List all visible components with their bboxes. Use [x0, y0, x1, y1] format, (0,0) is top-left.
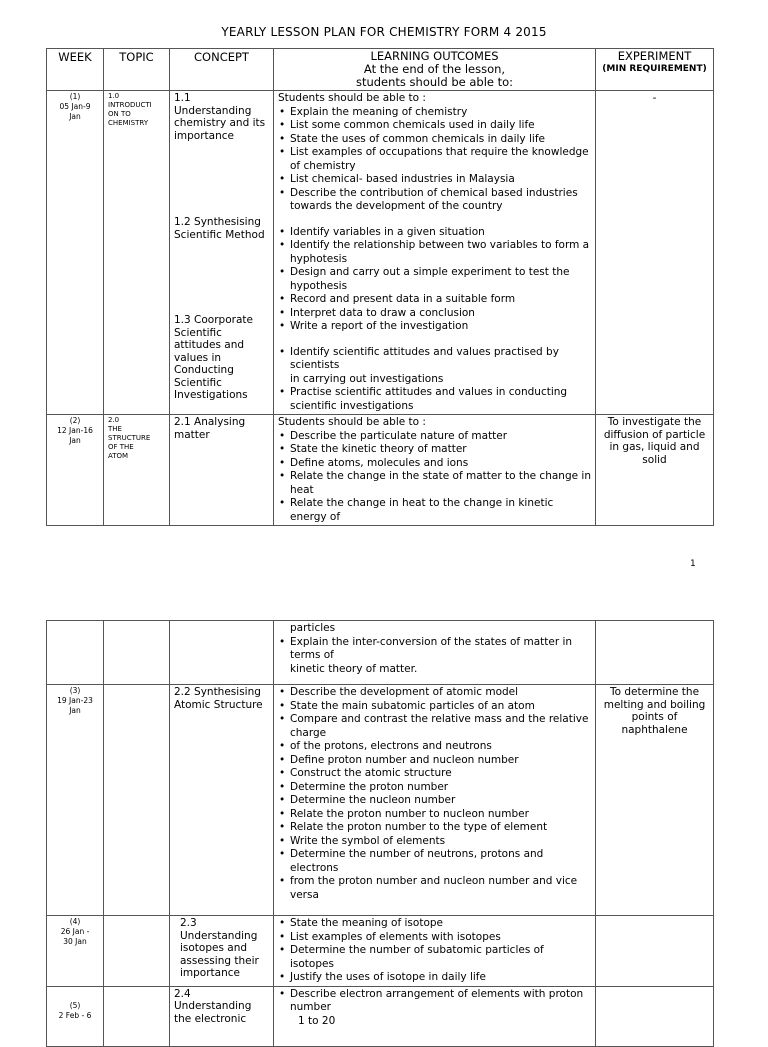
outcome-item: • Identify scientific attitudes and values practised by scientists	[278, 346, 591, 373]
outcomes-3-list	[278, 686, 591, 902]
outcome-item: • from the proton number and nucleon number and vice versa	[278, 875, 591, 902]
page-number: 1	[690, 559, 696, 569]
outcome-item: • Determine the number of neutrons, protons and electrons	[278, 848, 591, 875]
experiment-1-cell: -	[596, 91, 714, 415]
outcomes-1-intro: Students should be able to :	[278, 92, 426, 104]
outcome-item: • Interpret data to draw a conclusion	[278, 307, 591, 321]
outcomes-3-cell	[274, 685, 596, 916]
week-3-cell: (3) 19 Jan-23 Jan	[47, 685, 104, 916]
concept-3-cell: 2.2 Synthesising Atomic Structure	[170, 685, 274, 916]
header-learning-outcomes	[274, 49, 596, 91]
outcome-item: • Relate the change in heat to the change in kinetic energy of	[278, 497, 591, 524]
header-lo-line-2: At the end of the lesson,	[363, 62, 506, 76]
week-3-row	[47, 685, 714, 916]
outcome-item: • Practise scientific attitudes and values in conducting scientific investigations	[278, 386, 591, 413]
outcomes-4-cell	[274, 916, 596, 987]
week-2-cell: (2) 12 Jan-16 Jan	[47, 415, 104, 526]
week-1-cell: (1) 05 Jan-9 Jan	[47, 91, 104, 415]
topic-5-cell	[104, 986, 170, 1046]
experiment-2-continued-cell	[596, 621, 714, 685]
outcome-item: • Define atoms, molecules and ions	[278, 457, 591, 471]
topic-2-cell: 2.0 THE STRUCTURE OF THE ATOM	[104, 415, 170, 526]
experiment-2-cell: To investigate the diffusion of particle in gas, liquid and solid	[596, 415, 714, 526]
outcome-item: • Construct the atomic structure	[278, 767, 591, 781]
outcome-item: • Define proton number and nucleon number	[278, 754, 591, 768]
outcome-item: • State the uses of common chemicals in daily life	[278, 133, 591, 147]
week-4-cell: (4) 26 Jan - 30 Jan	[47, 916, 104, 987]
outcomes-5-list	[278, 988, 591, 1029]
header-row	[47, 49, 714, 91]
outcome-item-continuation: 1 to 20	[298, 1014, 336, 1027]
outcome-item-continuation: in carrying out investigations	[290, 372, 444, 385]
outcome-item: • Explain the meaning of chemistry	[278, 106, 591, 120]
outcomes-2-cell	[274, 415, 596, 526]
document-title: YEARLY LESSON PLAN FOR CHEMISTRY FORM 4 2015	[221, 25, 547, 39]
header-experiment	[596, 49, 714, 91]
outcome-item: • Compare and contrast the relative mass and the relative charge	[278, 713, 591, 740]
experiment-3-cell: To determine the melting and boiling points of naphthalene	[596, 685, 714, 916]
outcome-item: • State the main subatomic particles of an atom	[278, 700, 591, 714]
outcomes-4-list	[278, 917, 591, 985]
header-lo-line-3: students should be able to:	[355, 75, 514, 89]
concept-1-2: 1.2 Synthesising Scientific Method	[174, 216, 265, 241]
outcomes-2-list	[278, 430, 591, 525]
outcome-item-continuation: kinetic theory of matter.	[290, 662, 418, 675]
concept-1-3: 1.3 Coorporate Scientific attitudes and values in Conducting Scientific Investigations	[174, 314, 253, 401]
outcome-item: • Explain the inter-conversion of the states of matter in terms of	[278, 636, 591, 663]
outcome-item: • Relate the change in the state of matter to the change in heat	[278, 470, 591, 497]
outcomes-1-cell	[274, 91, 596, 415]
outcome-item: • Describe electron arrangement of elements with proton number	[278, 988, 591, 1015]
outcome-item: • Determine the proton number	[278, 781, 591, 795]
outcome-item: • Record and present data in a suitable form	[278, 293, 591, 307]
week-2-continued-cell	[47, 621, 104, 685]
experiment-5-cell	[596, 986, 714, 1046]
outcome-item: • Describe the contribution of chemical based industries towards the development of the country	[278, 187, 591, 214]
outcome-item: • Identify variables in a given situation	[278, 226, 591, 240]
concept-1-cell	[170, 91, 274, 415]
topic-4-cell	[104, 916, 170, 987]
outcome-item: • Write a report of the investigation	[278, 320, 591, 334]
outcome-item: • Determine the nucleon number	[278, 794, 591, 808]
topic-1-cell: 1.0 INTRODUCTI ON TO CHEMISTRY	[104, 91, 170, 415]
header-lo-line-1: LEARNING OUTCOMES	[370, 49, 499, 63]
outcome-item: • Describe the development of atomic model	[278, 686, 591, 700]
outcome-item: • Identify the relationship between two variables to form a hyphotesis	[278, 239, 591, 266]
concept-1-1: 1.1 Understanding chemistry and its importance	[174, 92, 266, 142]
concept-2-continued-cell	[170, 621, 274, 685]
header-experiment-label: EXPERIMENT	[617, 49, 692, 63]
topic-2-continued-cell	[104, 621, 170, 685]
outcomes-5-cell	[274, 986, 596, 1046]
week-5-cell: (5) 2 Feb - 6	[47, 986, 104, 1046]
week-2-continued-row	[47, 621, 714, 685]
outcome-item: • of the protons, electrons and neutrons	[278, 740, 591, 754]
outcomes-1-list-c	[278, 346, 591, 414]
outcome-item: • List some common chemicals used in daily life	[278, 119, 591, 133]
outcomes-2-intro: Students should be able to :	[278, 416, 426, 428]
lesson-plan-table-page-1	[46, 48, 714, 526]
week-4-row	[47, 916, 714, 987]
experiment-4-cell	[596, 916, 714, 987]
outcome-item: • Design and carry out a simple experiment to test the hypothesis	[278, 266, 591, 293]
lesson-plan-table-page-2	[46, 620, 714, 1047]
week-2-row	[47, 415, 714, 526]
week-1-row	[47, 91, 714, 415]
concept-5-cell: 2.4 Understanding the electronic	[170, 986, 274, 1046]
concept-2-cell: 2.1 Analysing matter	[170, 415, 274, 526]
outcome-item: • Write the symbol of elements	[278, 835, 591, 849]
outcomes-1-list-a	[278, 106, 591, 214]
outcome-item: • Relate the proton number to nucleon number	[278, 808, 591, 822]
outcomes-2-continued-list	[278, 622, 591, 676]
outcome-item: • List chemical- based industries in Malaysia	[278, 173, 591, 187]
outcome-item: • State the kinetic theory of matter	[278, 443, 591, 457]
outcome-item: • Determine the number of subatomic particles of isotopes	[278, 944, 591, 971]
outcomes-2-continued-cell	[274, 621, 596, 685]
outcome-item-continuation: particles	[290, 622, 336, 634]
header-concept: CONCEPT	[170, 49, 274, 91]
week-5-row	[47, 986, 714, 1046]
outcomes-1-list-b	[278, 226, 591, 334]
outcome-item: • State the meaning of isotope	[278, 917, 591, 931]
outcome-item: • Justify the uses of isotope in daily life	[278, 971, 591, 985]
header-week: WEEK	[47, 49, 104, 91]
header-topic: TOPIC	[104, 49, 170, 91]
header-experiment-sub: (MIN REQUIREMENT)	[602, 64, 707, 74]
outcome-item: • List examples of occupations that require the knowledge of chemistry	[278, 146, 591, 173]
outcome-item: • Relate the proton number to the type of element	[278, 821, 591, 835]
outcome-item: • Describe the particulate nature of matter	[278, 430, 591, 444]
topic-3-cell	[104, 685, 170, 916]
outcome-item: • List examples of elements with isotopes	[278, 931, 591, 945]
concept-4-cell: 2.3 Understanding isotopes and assessing their importance	[170, 916, 274, 987]
